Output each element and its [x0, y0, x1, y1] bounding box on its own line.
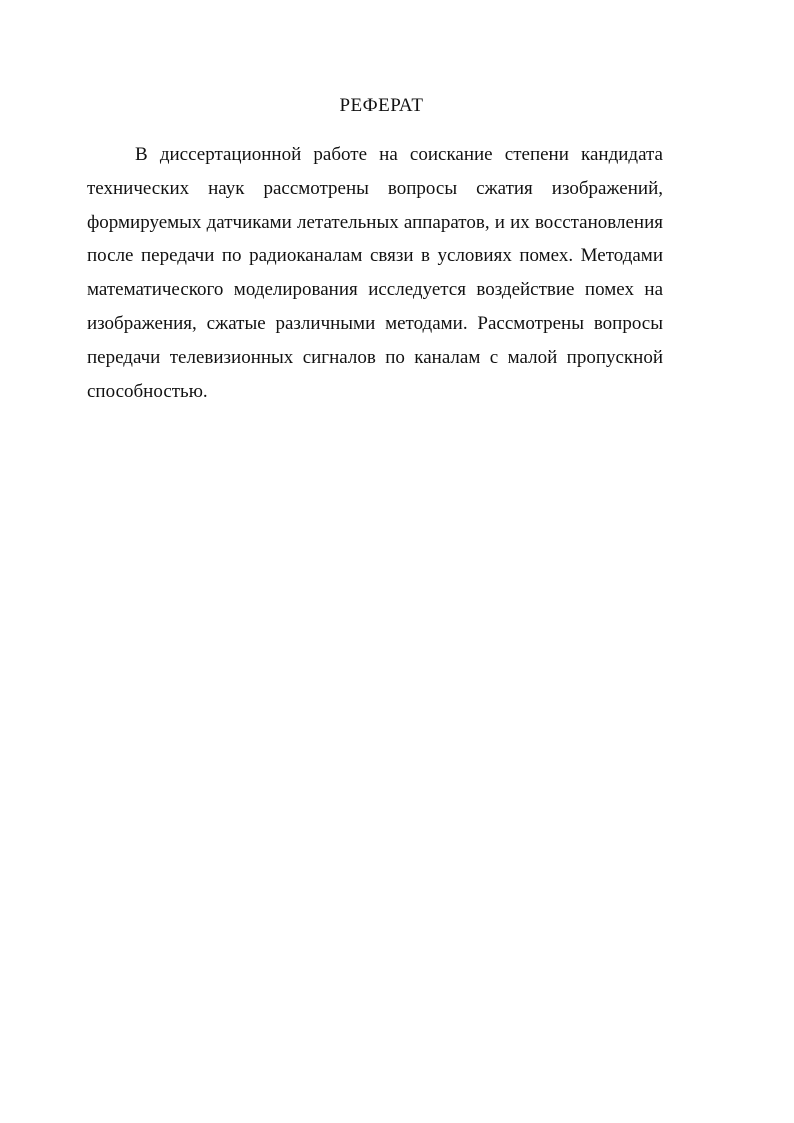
document-title: РЕФЕРАТ — [339, 95, 424, 116]
abstract-paragraph: В диссертационной работе на соискание степени кандидата технических наук рассмотрены вопросы сжатия изображений, формируемых датчиками летательных аппаратов, и их восстановления после передачи по радиоканалам связи в условиях помех. Методами математического моделирования исследуется воздействие помех на изображения, сжатые различными методами. Рассмотрены вопросы передачи телевизионных сигналов по каналам с малой пропускной способностью. — [87, 144, 663, 402]
